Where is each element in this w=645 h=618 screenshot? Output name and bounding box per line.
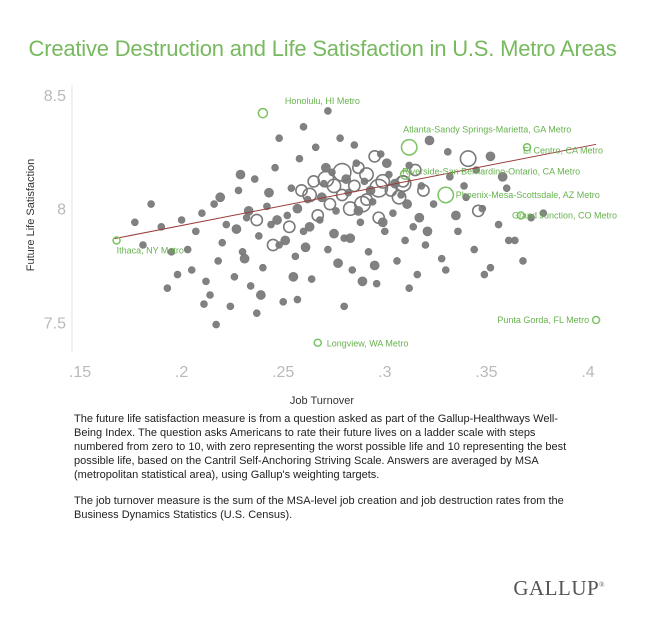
- data-point: [253, 310, 260, 317]
- data-point: [244, 206, 253, 215]
- data-point: [370, 261, 379, 270]
- data-point: [276, 135, 283, 142]
- data-point: [324, 107, 331, 114]
- data-point: [219, 239, 226, 246]
- data-point: [454, 228, 461, 235]
- data-point: [281, 236, 290, 245]
- y-tick-label: 8: [57, 201, 66, 219]
- highlighted-point: [314, 339, 321, 346]
- gallup-logo: [513, 576, 605, 601]
- data-point: [296, 155, 303, 162]
- data-point: [519, 257, 526, 264]
- data-point: [264, 188, 273, 197]
- data-point: [280, 298, 287, 305]
- data-point: [289, 272, 298, 281]
- data-point: [256, 290, 265, 299]
- data-point: [294, 296, 301, 303]
- x-tick-label: .3: [378, 364, 392, 381]
- x-tick-label: .15: [68, 364, 92, 381]
- data-point: [174, 271, 181, 278]
- metro-label: Grand Junction, CO Metro: [511, 210, 617, 221]
- data-point: [184, 246, 191, 253]
- metro-label: El Centro, CA Metro: [523, 145, 604, 156]
- data-point: [438, 255, 445, 262]
- data-point: [192, 228, 199, 235]
- data-point: [385, 171, 392, 178]
- x-axis-label: Job Turnover: [289, 395, 355, 407]
- data-point: [349, 180, 360, 191]
- data-point: [486, 152, 495, 161]
- data-point: [213, 321, 220, 328]
- data-point: [288, 185, 295, 192]
- data-point: [232, 225, 241, 234]
- data-point: [487, 264, 494, 271]
- data-point: [414, 271, 421, 278]
- data-point: [308, 276, 315, 283]
- y-tick-label: 7.5: [43, 315, 66, 333]
- notes-paragraph-2: The job turnover measure is the sum of the MSA-level job creation and job destruction rates from the Business Dynamics Statistics (U.S. Census).: [74, 495, 564, 521]
- data-point: [346, 234, 355, 243]
- data-point: [402, 237, 409, 244]
- data-point: [247, 282, 254, 289]
- notes-paragraph-1: The future life satisfaction measure is from a question asked as part of the Gallup-Healthways Well-Being Index. The question asks Americans to rate their future lives on a ladder scale with steps numbered from zero to 10, with zero representing the worst possible life and 10 representing the best possible life, based on the Cantril Self-Anchoring Striving Scale. Answers are averaged by MSA (metropolitan statistical area), using Gallup's weighting targets.: [74, 413, 567, 481]
- highlighted-metros: [113, 96, 617, 349]
- data-point: [481, 271, 488, 278]
- data-point: [357, 219, 364, 226]
- data-point: [207, 292, 214, 299]
- data-point: [300, 123, 307, 130]
- data-point: [312, 144, 319, 151]
- data-point: [382, 159, 391, 168]
- metro-label: Phoenix-Mesa-Scottsdale, AZ Metro: [455, 190, 600, 200]
- data-point: [337, 135, 344, 142]
- data-point: [324, 198, 335, 209]
- data-point: [216, 193, 225, 202]
- data-point: [381, 228, 388, 235]
- chart-title: Creative Destruction and Life Satisfaction in U.S. Metro Areas: [28, 36, 617, 61]
- data-point: [301, 243, 310, 252]
- data-point: [273, 215, 282, 224]
- data-point: [451, 211, 460, 220]
- data-point: [164, 285, 171, 292]
- data-point: [442, 267, 449, 274]
- x-tick-label: .35: [475, 364, 498, 381]
- data-point: [415, 213, 424, 222]
- data-point: [148, 201, 155, 208]
- highlighted-point: [438, 187, 453, 202]
- data-point: [423, 227, 432, 236]
- metro-label: Punta Gorda, FL Metro: [497, 315, 590, 325]
- logo-text: GALLUP: [513, 576, 600, 600]
- data-point: [284, 212, 291, 219]
- metro-label: Honolulu, HI Metro: [284, 96, 360, 107]
- data-points: [131, 107, 546, 328]
- data-point: [178, 217, 185, 224]
- data-point: [200, 301, 207, 308]
- data-point: [305, 222, 314, 231]
- data-point: [461, 182, 468, 189]
- highlighted-point: [401, 140, 416, 155]
- metro-label: Ithaca, NY Metro: [116, 245, 184, 256]
- y-tick-label: 8.5: [43, 88, 66, 105]
- data-point: [292, 253, 299, 260]
- data-point: [471, 246, 478, 253]
- data-point: [351, 142, 358, 149]
- metro-label: Atlanta-Sandy Springs-Marietta, GA Metro: [403, 124, 572, 135]
- data-point: [227, 303, 234, 310]
- data-point: [373, 280, 380, 287]
- data-point: [329, 229, 338, 238]
- data-point: [231, 273, 238, 280]
- data-point: [410, 223, 417, 230]
- data-point: [235, 187, 242, 194]
- data-point: [365, 248, 372, 255]
- data-point: [460, 151, 475, 166]
- registered-mark: ®: [599, 581, 605, 589]
- data-point: [495, 221, 502, 228]
- data-point: [406, 285, 413, 292]
- x-tick-label: .25: [272, 364, 295, 381]
- metro-label: Longview, WA Metro: [326, 338, 409, 349]
- data-point: [251, 176, 258, 183]
- data-point: [251, 214, 262, 225]
- data-point: [430, 201, 437, 208]
- highlighted-point: [258, 109, 267, 118]
- data-point: [202, 278, 209, 285]
- data-point: [444, 148, 451, 155]
- data-point: [198, 210, 205, 217]
- data-point: [259, 264, 266, 271]
- y-axis-label: Future Life Satisfaction: [25, 158, 37, 272]
- data-point: [341, 303, 348, 310]
- data-point: [425, 136, 434, 145]
- metro-label: Riverside-San Bernardino-Ontario, CA Metro: [402, 166, 581, 177]
- data-point: [358, 277, 367, 286]
- highlighted-point: [593, 317, 600, 324]
- data-point: [324, 246, 331, 253]
- data-point: [389, 210, 396, 217]
- data-point: [188, 267, 195, 274]
- data-point: [211, 201, 218, 208]
- data-point: [215, 257, 222, 264]
- data-point: [272, 164, 279, 171]
- data-point: [240, 254, 249, 263]
- data-point: [236, 170, 245, 179]
- data-point: [505, 237, 512, 244]
- data-point: [422, 242, 429, 249]
- x-tick-label: .4: [581, 364, 595, 381]
- data-point: [131, 219, 138, 226]
- data-point: [393, 257, 400, 264]
- data-point: [255, 232, 262, 239]
- data-point: [334, 259, 343, 268]
- data-point: [284, 221, 295, 232]
- data-point: [349, 267, 356, 274]
- x-tick-label: .2: [174, 364, 189, 381]
- data-point: [293, 204, 302, 213]
- methodology-notes: [74, 412, 574, 534]
- data-point: [223, 221, 230, 228]
